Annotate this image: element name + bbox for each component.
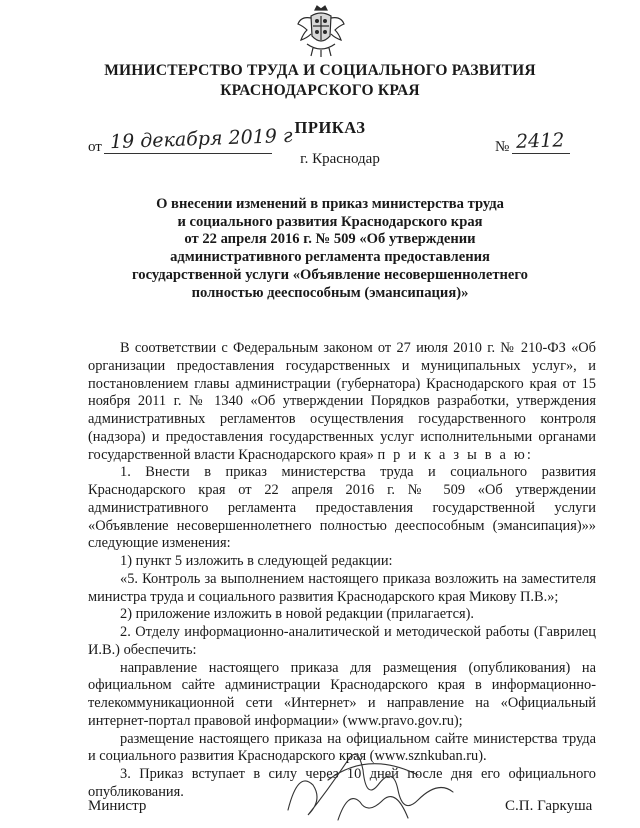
subject-line: О внесении изменений в приказ министерства труда [156,196,504,212]
coat-of-arms-icon [295,4,347,58]
handwritten-signature [268,730,468,828]
subject-line: административного регламента предоставления [170,249,490,266]
number-label: № [495,139,510,155]
prikazyvayu-text: п р и к а з ы в а ю: [377,446,534,463]
subject-line: от 22 апреля 2016 г. № 509 «Об утверждении [184,231,476,248]
date-label: от [88,139,102,155]
paragraph-2-a: направление настоящего приказа для размещения (опубликования) на официальном сайте администрации Краснодарского края в информационно-телекоммуникационной сети «Интернет» и направление на «Официальный интернет-портал правовой информации» (www.pravo.gov.ru); [88,659,596,729]
paragraph-1-2: 2) приложение изложить в новой редакции (прилагается). [120,606,474,623]
preamble-paragraph [88,340,596,464]
order-subject [120,196,540,302]
subject-line: государственной услуги «Объявление несовершеннолетнего [132,266,528,283]
city: г. Краснодар [300,151,380,167]
paragraph-2-b: размещение настоящего приказа на официальном сайте министерства труда и социального развития Краснодарского края (www.sznkuban.ru). [88,730,596,765]
paragraph-2: 2. Отделу информационно-аналитической и методической работы (Гаврилец И.В.) обеспечить: [88,624,596,658]
order-title: ПРИКАЗ [294,118,366,137]
preamble-text: В соответствии с Федеральным законом от 27 июля 2010 г. № 210-ФЗ «Об организации предоставления государственных и муниципальных услуг», и постановлением главы администрации (губернатора) Краснодарского края от 15 ноября 2011 г. № 1340 «Об утверждении Порядков разработки, утверждения административных регламентов осуществления государственного контроля (надзора) и предоставления государственных услуг исполнительными органами государственной власти Краснодарского края» [88,340,596,463]
paragraph-1-1: 1) пункт 5 изложить в следующей редакции: [120,553,393,569]
paragraph-1: 1. Внести в приказ министерства труда и социального развития Краснодарского края от 22 апреля 2016 г. № 509 «Об утверждении административного регламента предоставления государственной услуги «Объявление несовершеннолетнего полностью дееспособным (эмансипация)»» следующие изменения: [88,464,596,552]
date-handwritten: 19 декабря 2019 г [109,124,293,154]
paragraph-1-1-quote: «5. Контроль за выполнением настоящего приказа возложить на заместителя министра труда и социального развития Краснодарского края Микову П.В.»; [88,570,596,605]
subject-line: и социального развития Краснодарского края [177,213,483,230]
signatory-position: Министр [88,798,147,814]
number-handwritten: 2412 [515,129,565,153]
ministry-name-line1: МИНИСТЕРСТВО ТРУДА И СОЦИАЛЬНОГО РАЗВИТИЯ [104,62,536,79]
subject-line: полностью дееспособным (эмансипация)» [191,284,469,301]
signatory-name: С.П. Гаркуша [505,798,593,814]
ministry-name-line2: КРАСНОДАРСКОГО КРАЯ [220,82,420,99]
paragraph-3: 3. Приказ вступает в силу через 10 дней после дня его официального опубликования. [88,766,596,800]
